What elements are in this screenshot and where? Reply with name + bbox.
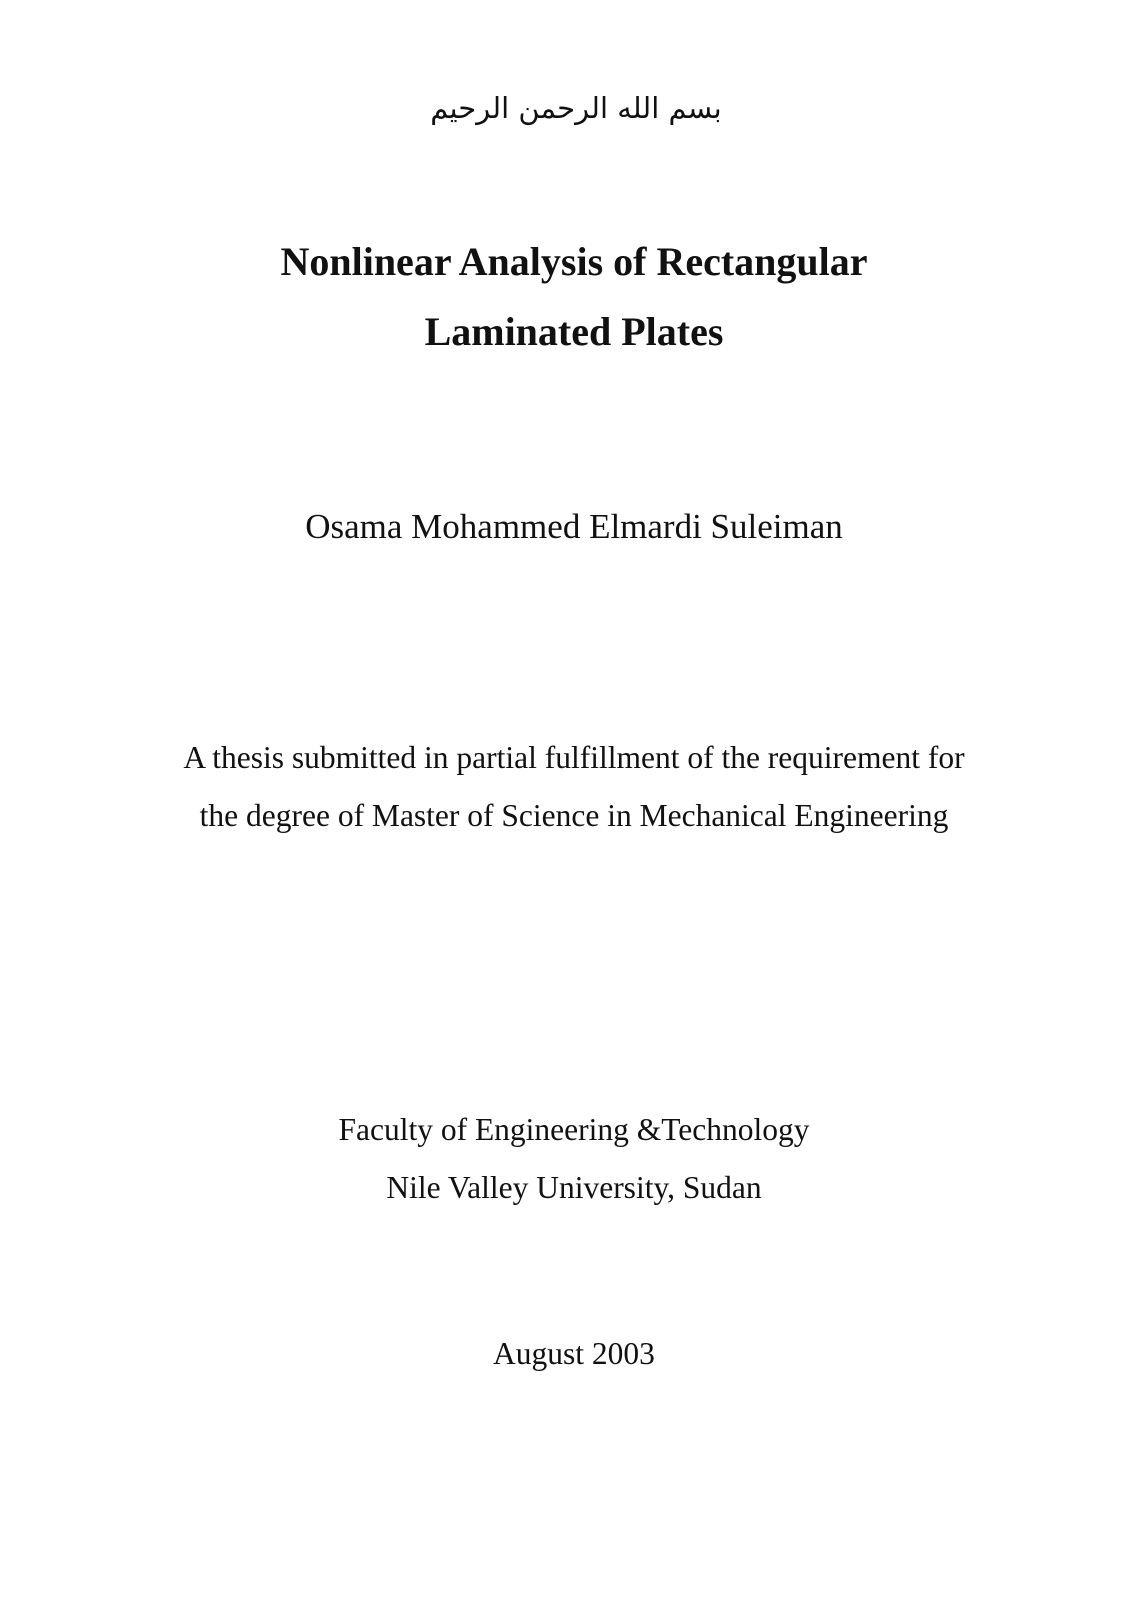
university-name: Nile Valley University, Sudan <box>386 1170 762 1205</box>
faculty-name: Faculty of Engineering &Technology <box>338 1112 810 1147</box>
thesis-title-line-1: Nonlinear Analysis of Rectangular <box>280 239 868 284</box>
degree-statement-line-1: A thesis submitted in partial fulfillment of the requirement for <box>183 740 965 775</box>
basmala-heading: بسم الله الرحمن الرحيم <box>430 91 722 125</box>
submission-date: August 2003 <box>493 1336 655 1371</box>
author-name: Osama Mohammed Elmardi Suleiman <box>305 507 843 546</box>
degree-statement-line-2: the degree of Master of Science in Mechanical Engineering <box>199 798 949 833</box>
thesis-title-line-2: Laminated Plates <box>424 309 724 354</box>
